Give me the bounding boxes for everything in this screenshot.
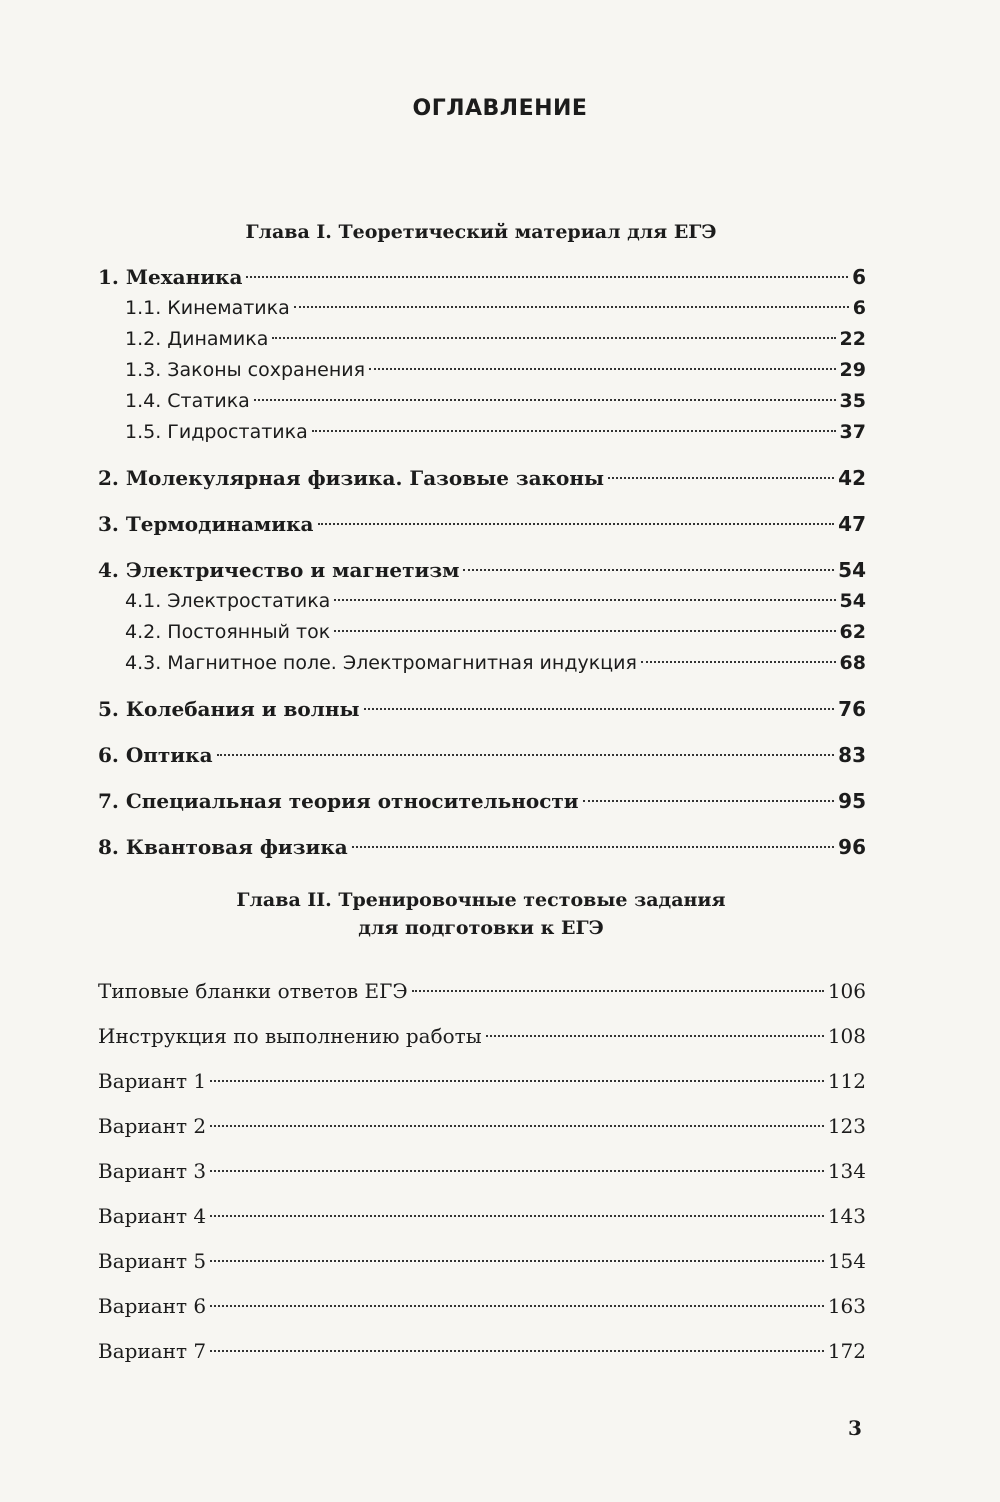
page-title: ОГЛАВЛЕНИЕ [412,96,588,121]
toc-entry-title: Вариант 7 [98,1339,207,1363]
dot-leader [608,477,834,479]
toc-entry-page: 143 [827,1204,866,1228]
toc-entry-title: Вариант 6 [98,1294,207,1318]
chapter-1-heading-text: Глава I. Теоретический материал для ЕГЭ [245,221,717,243]
chapter-2-heading [0,886,962,942]
toc-entry[interactable] [98,417,866,448]
dot-leader [334,599,835,601]
chapter-2-heading-line1: Глава II. Тренировочные тестовые задания [236,889,726,911]
dot-leader [352,846,834,848]
page-number: 3 [848,1416,862,1440]
toc-entry-page: 96 [838,835,866,859]
dot-leader [583,800,835,802]
toc-entry-page: 76 [838,697,866,721]
dot-leader [254,399,836,401]
toc-entry-page: 172 [827,1339,866,1363]
toc-entry[interactable] [98,293,866,324]
toc-entry-page: 6 [852,265,866,289]
toc-entry[interactable] [98,386,866,417]
dot-leader [641,661,836,663]
dot-leader [210,1305,824,1307]
toc-entry-title: 4. Электричество и магнетизм [98,558,460,582]
dot-leader [294,306,849,308]
toc-entry-page: 47 [838,512,866,536]
toc-entry-title: 1.5. Гидростатика [125,421,308,443]
dot-leader [210,1350,824,1352]
toc-entry[interactable] [98,740,866,771]
toc-entry-title: 1.4. Статика [125,390,250,412]
toc-entry[interactable] [98,832,866,863]
toc-entry-title: 1.1. Кинематика [125,297,290,319]
toc-entry-page: 106 [827,979,866,1003]
chapter-2-toc [98,976,866,1381]
toc-entry-title: Вариант 5 [98,1249,207,1273]
toc-entry[interactable] [98,262,866,293]
toc-entry[interactable] [98,509,866,540]
toc-entry[interactable] [98,555,866,586]
toc-entry[interactable] [98,1201,866,1232]
toc-entry[interactable] [98,976,866,1007]
toc-entry-title: 4.2. Постоянный ток [125,621,331,643]
toc-entry-page: 29 [839,359,866,381]
toc-entry-page: 42 [838,466,866,490]
toc-entry-page: 54 [838,558,866,582]
toc-entry-title: 2. Молекулярная физика. Газовые законы [98,466,605,490]
toc-entry-page: 62 [839,621,866,643]
dot-leader [210,1125,824,1127]
dot-leader [364,708,835,710]
dot-leader [318,523,835,525]
dot-leader [217,754,835,756]
toc-entry-title: 3. Термодинамика [98,512,314,536]
toc-entry-page: 83 [838,743,866,767]
toc-entry[interactable] [98,1066,866,1097]
dot-leader [210,1170,824,1172]
toc-entry[interactable] [98,786,866,817]
dot-leader [334,630,835,632]
dot-leader [486,1035,824,1037]
toc-entry-title: 6. Оптика [98,743,213,767]
dot-leader [272,337,835,339]
chapter-2-heading-line2: для подготовки к ЕГЭ [358,917,604,939]
toc-entry-title: 5. Колебания и волны [98,697,360,721]
toc-entry[interactable] [98,1021,866,1052]
toc-entry-page: 112 [827,1069,866,1093]
toc-entry-title: 1.3. Законы сохранения [125,359,366,381]
toc-entry-title: Инструкция по выполнению работы [98,1024,482,1048]
toc-entry-title: 1. Механика [98,265,243,289]
toc-entry-page: 54 [839,590,866,612]
toc-entry-title: 8. Квантовая физика [98,835,348,859]
toc-entry[interactable] [98,648,866,679]
toc-entry[interactable] [98,1156,866,1187]
toc-entry-title: 4.3. Магнитное поле. Электромагнитная индукция [125,652,637,674]
toc-entry-page: 163 [827,1294,866,1318]
toc-entry-title: 4.1. Электростатика [125,590,331,612]
toc-entry-page: 6 [852,297,866,319]
toc-entry-page: 22 [839,328,866,350]
dot-leader [463,569,834,571]
dot-leader [210,1260,824,1262]
toc-entry-page: 35 [839,390,866,412]
toc-entry-page: 123 [827,1114,866,1138]
toc-entry[interactable] [98,586,866,617]
toc-entry-title: 1.2. Динамика [125,328,269,350]
toc-entry[interactable] [98,324,866,355]
chapter-1-toc [98,262,866,863]
toc-entry[interactable] [98,1336,866,1367]
toc-entry-page: 134 [827,1159,866,1183]
dot-leader [210,1215,824,1217]
toc-entry[interactable] [98,694,866,725]
toc-entry-page: 108 [827,1024,866,1048]
toc-entry-page: 95 [838,789,866,813]
toc-entry[interactable] [98,1291,866,1322]
toc-entry-title: Вариант 1 [98,1069,207,1093]
toc-entry-title: 7. Специальная теория относительности [98,789,579,813]
chapter-1-heading [0,218,962,246]
toc-entry-title: Вариант 3 [98,1159,207,1183]
toc-entry[interactable] [98,617,866,648]
dot-leader [369,368,836,370]
dot-leader [210,1080,824,1082]
dot-leader [312,430,836,432]
toc-entry-title: Вариант 4 [98,1204,207,1228]
toc-entry-page: 154 [827,1249,866,1273]
dot-leader [246,276,848,278]
toc-entry[interactable] [98,355,866,386]
toc-entry[interactable] [98,1246,866,1277]
toc-entry-page: 68 [839,652,866,674]
toc-entry-title: Вариант 2 [98,1114,207,1138]
toc-entry-title: Типовые бланки ответов ЕГЭ [98,979,408,1003]
dot-leader [412,990,824,992]
toc-entry-page: 37 [839,421,866,443]
toc-entry[interactable] [98,1111,866,1142]
toc-entry[interactable] [98,463,866,494]
